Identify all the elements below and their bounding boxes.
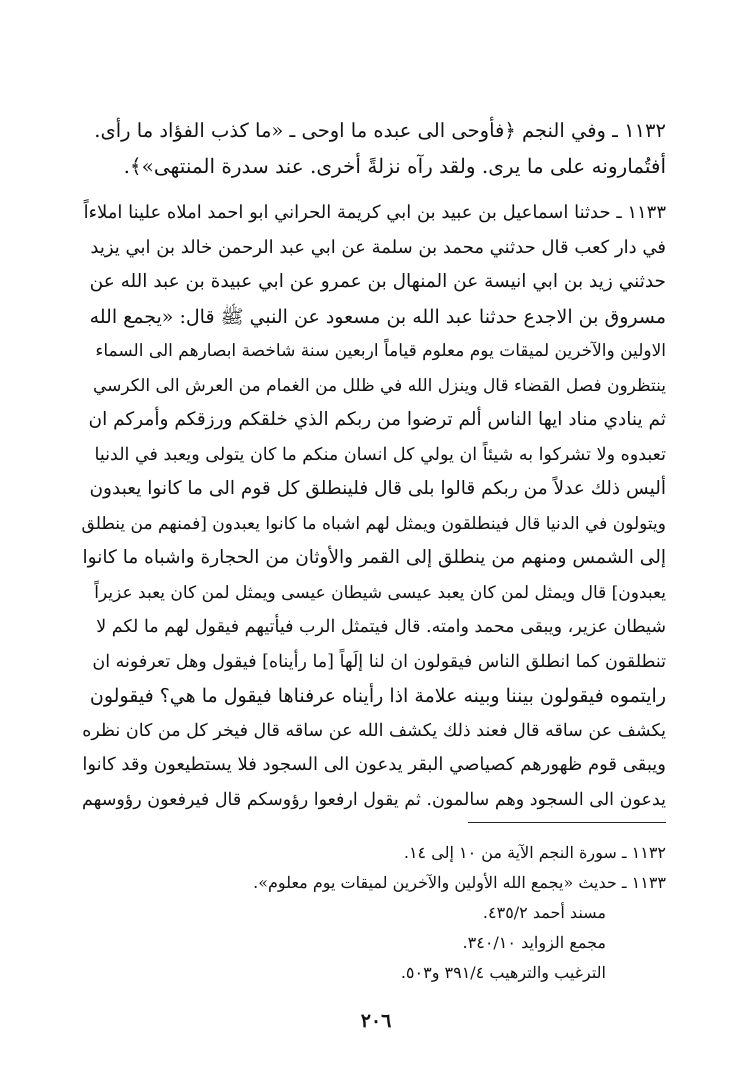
text-line: ١١٣٣ ـ حدثنا اسماعيل بن عبيد بن ابي كريمة الحراني ابو احمد املاه علينا املاءاً <box>83 202 666 223</box>
text-line: إلى الشمس ومنهم من ينطلق إلى القمر والأوثان من الحجارة واشباه ما كانوا <box>82 547 666 568</box>
page-number: ٢٠٦ <box>360 1010 392 1032</box>
text-line: يكشف عن ساقه قال فعند ذلك يكشف الله عن ساقه قال فيخر كل من كان نظره <box>82 720 666 741</box>
footnote-1132: ١١٣٢ ـ سورة النجم الآية من ١٠ إلى ١٤. <box>403 843 666 862</box>
text-line: أفتُمارونه على ما يرى. ولقد رآه نزلةً أخرى. عند سدرة المنتهى»﴾. <box>123 153 666 178</box>
footnote-1133: ١١٣٣ ـ حديث «يجمع الله الأولين والآخرين لميقات يوم معلوم». <box>253 873 666 892</box>
footnote-divider <box>468 822 666 823</box>
footnote-reference: مجمع الزوايد ٣٤٠/١٠. <box>462 933 606 952</box>
footnotes <box>200 838 666 988</box>
text-line: ١١٣٢ ـ وفي النجم ﴿فأوحى الى عبده ما اوحى ـ «ما كذب الفؤاد ما رأى. <box>94 119 666 142</box>
text-line: رايتموه فيقولون بيننا وبينه علامة اذا رأيناه عرفناها فيقول ما هي؟ فيقولون <box>89 685 666 707</box>
paragraph-1132 <box>82 114 666 183</box>
text-line: الاولين والآخرين لميقات يوم معلوم قياماً اربعين سنة شاخصة ابصارهم الى السماء <box>95 341 666 361</box>
footnote-reference: مسند أحمد ٤٣٥/٢. <box>482 903 606 922</box>
text-line: ثم ينادي مناد ايها الناس ألم ترضوا من ربكم الذي خلقكم ورزقكم وأمركم ان <box>88 409 666 430</box>
text-line: تنطلقون كما انطلق الناس فيقولون ان لنا إلَهاً [ما رأيناه] فيقول وهل تعرفونه ان <box>92 651 666 672</box>
text-line: تعبدوه ولا تشركوا به شيئاً ان يولي كل انسان منكم ما كان يتولى ويعبد في الدنيا <box>94 444 666 465</box>
footnote-reference: الترغيب والترهيب ٣٩١/٤ و٥٠٣. <box>400 963 606 982</box>
text-line: في دار كعب قال حدثني محمد بن سلمة عن ابي عبد الرحمن خالد بن ابي يزيد <box>90 236 666 258</box>
text-line: يدعون الى السجود وهم سالمون. ثم يقول ارفعوا رؤوسكم قال فيرفعون رؤوسهم <box>82 789 666 810</box>
text-line: حدثني زيد بن ابي انيسة عن المنهال بن عمرو عن ابي عبيدة بن عبد الله عن <box>89 271 666 292</box>
text-line: ينتظرون فصل القضاء قال وينزل الله في ظلل من الغمام من العرش الى الكرسي <box>93 375 666 396</box>
paragraph-1133 <box>82 196 666 817</box>
text-line: ويتولون في الدنيا قال فينطلقون ويمثل لهم اشباه ما كانوا يعبدون [فمنهم من ينطلق <box>82 513 666 534</box>
text-line: مسروق بن الاجدع حدثنا عبد الله بن مسعود عن النبي ﷺ قال: «يجمع الله <box>89 305 666 328</box>
text-line: شيطان عزير، ويبقى محمد وامته. قال فيتمثل الرب فيأتيهم فيقول لهم ما لكم لا <box>96 617 666 637</box>
text-line: يعبدون] قال ويمثل لمن كان يعبد عيسى شيطان عيسى ويمثل لمن كان يعبد عزيراً <box>94 582 666 603</box>
text-line: ويبقى قوم ظهورهم كصياصي البقر يدعون الى السجود فلا يستطيعون وقد كانوا <box>82 754 666 775</box>
text-line: أليس ذلك عدلاً من ربكم قالوا بلى قال فلينطلق كل قوم الى ما كانوا يعبدون <box>89 478 666 499</box>
